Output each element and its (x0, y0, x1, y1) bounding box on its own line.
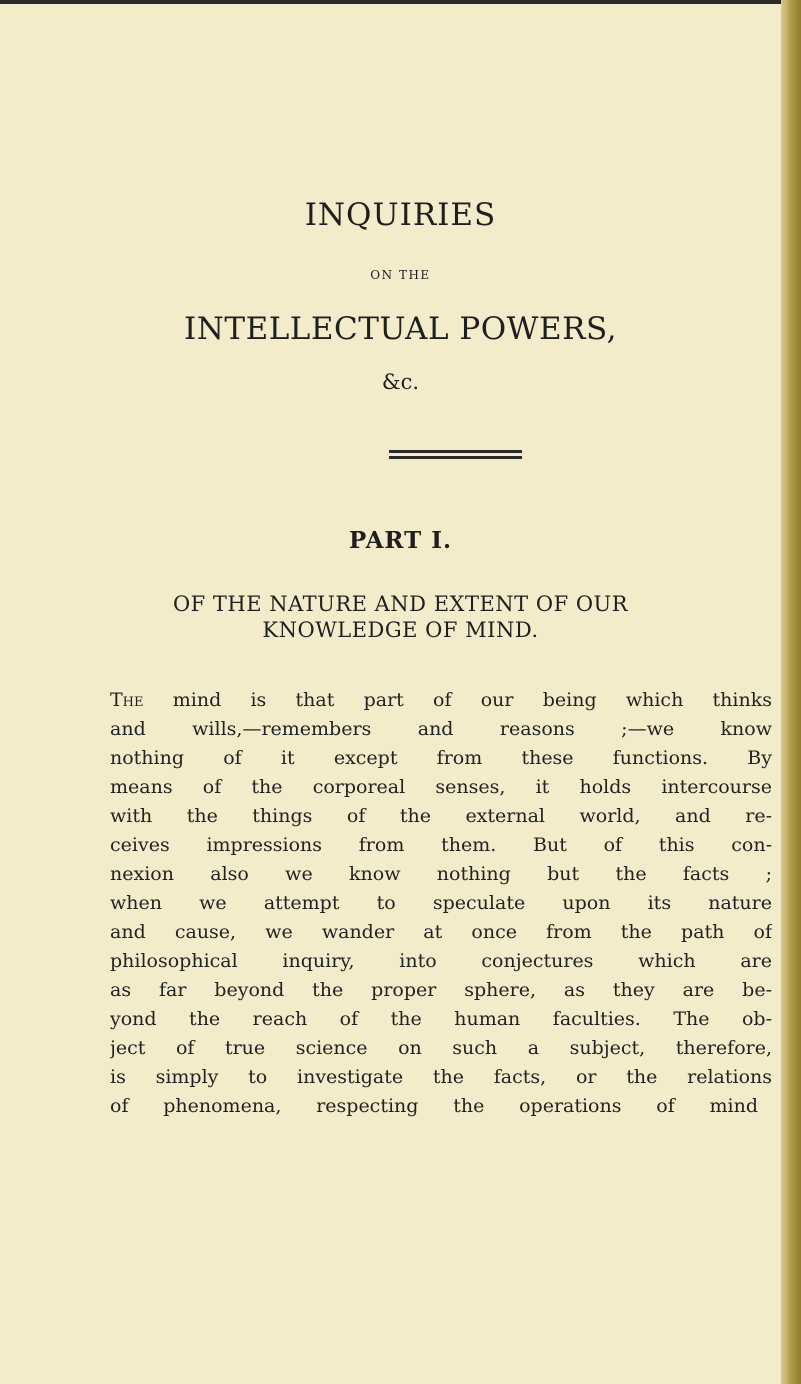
body-paragraph (110, 686, 772, 1121)
text-line-15: of phenomena, respecting the operations of mind (110, 1095, 758, 1117)
book-subtitle: INTELLECTUAL POWERS, (184, 311, 617, 347)
rule-top (389, 450, 522, 453)
chapter-heading-line-1: OF THE NATURE AND EXTENT OF OUR (172, 592, 629, 616)
title-connector: ON THE (370, 268, 431, 282)
text-line-6: ceives impressions from them. But of this con- (110, 834, 772, 856)
double-rule-divider (389, 450, 522, 459)
text-line-13: ject of true science on such a subject, therefore, (110, 1037, 772, 1059)
text-line-3: nothing of it except from these functions. By (110, 747, 772, 769)
text-line-11: as far beyond the proper sphere, as they are be- (110, 979, 772, 1001)
text-line-12: yond the reach of the human faculties. The ob- (110, 1008, 772, 1030)
text-line-1-rest: mind is that part of our being which thinks (172, 689, 772, 711)
text-line-5: with the things of the external world, and re- (110, 805, 772, 827)
book-title: INQUIRIES (304, 197, 497, 233)
text-line-1 (110, 686, 772, 715)
rule-bottom (389, 456, 522, 459)
title-etc: &c. (381, 370, 420, 394)
text-line-9: and cause, we wander at once from the path of (110, 921, 772, 943)
part-heading: PART I. (348, 527, 453, 554)
chapter-heading-line-2: KNOWLEDGE OF MIND. (262, 618, 539, 642)
text-line-8: when we attempt to speculate upon its nature (110, 892, 772, 914)
text-line-2: and wills,—remembers and reasons ;—we know (110, 718, 772, 740)
top-rule (0, 0, 781, 4)
text-line-4: means of the corporeal senses, it holds intercourse (110, 776, 772, 798)
text-line-7: nexion also we know nothing but the facts ; (110, 863, 772, 885)
text-line-10: philosophical inquiry, into conjectures which are (110, 950, 772, 972)
opening-word: The (110, 689, 144, 711)
text-line-14: is simply to investigate the facts, or the relations (110, 1066, 772, 1088)
